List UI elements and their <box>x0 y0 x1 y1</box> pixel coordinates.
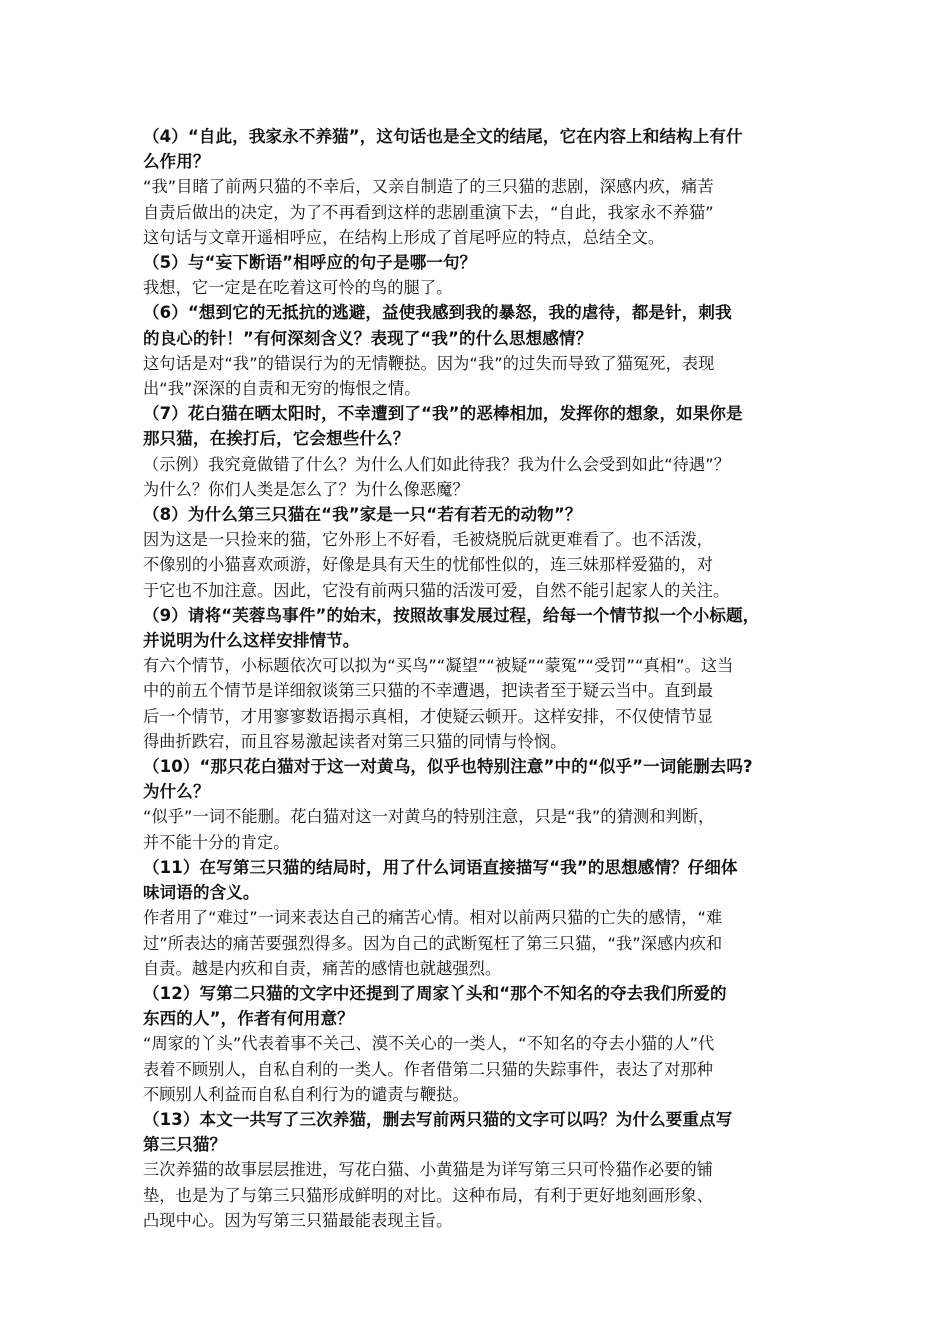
answer-line: （示例）我究竟做错了什么？为什么人们如此待我？我为什么会受到如此“待遇”？ <box>143 454 731 474</box>
qa-block <box>143 981 825 1107</box>
answer-text <box>143 905 825 981</box>
question-line: （8）为什么第三只猫在“我”家是一只“若有若无的动物”？ <box>143 505 582 525</box>
answer-line: 表着不顾别人，自私自利的一类人。作者借第二只猫的失踪事件，表达了对那种 <box>143 1059 714 1079</box>
answer-line: 因为这是一只捡来的猫，它外形上不好看，毛被烧脱后就更难看了。也不活泼， <box>143 530 714 550</box>
answer-text <box>143 1031 825 1107</box>
qa-block <box>143 603 825 754</box>
question-line: 的良心的针！”有何深刻含义？表现了“我”的什么思想感情？ <box>143 328 593 348</box>
answer-text <box>143 452 825 502</box>
answer-line: 于它也不加注意。因此，它没有前两只猫的活泼可爱，自然不能引起家人的关注。 <box>143 580 730 600</box>
answer-text <box>143 653 825 754</box>
question-line: （13）本文一共写了三次养猫，删去写前两只猫的文字可以吗？为什么要重点写 <box>143 1109 733 1129</box>
question-text <box>143 250 825 275</box>
answer-line: 这句话与文章开遥相呼应，在结构上形成了首尾呼应的特点，总结全文。 <box>143 227 665 247</box>
question-text <box>143 502 825 527</box>
qa-block <box>143 754 825 855</box>
question-text <box>143 603 825 653</box>
answer-line: 凸现中心。因为写第三只猫最能表现主旨。 <box>143 1210 453 1230</box>
answer-line: 作者用了“难过”一词来表达自己的痛苦心情。相对以前两只猫的亡失的感情，“难 <box>143 908 723 928</box>
qa-block <box>143 1107 825 1233</box>
answer-line: 得曲折跌宕，而且容易激起读者对第三只猫的同情与怜悯。 <box>143 731 567 751</box>
question-text <box>143 981 825 1031</box>
answer-line: 中的前五个情节是详细叙谈第三只猫的不幸遭遇，把读者至于疑云当中。直到最 <box>143 681 714 701</box>
answer-line: “似乎”一词不能删。花白猫对这一对黄乌的特别注意，只是“我”的猜测和判断， <box>143 807 715 827</box>
question-text <box>143 1107 825 1157</box>
answer-line: 有六个情节，小标题依次可以拟为“买鸟”“凝望”“被疑”“蒙冤”“受罚”“真相”。这当 <box>143 656 734 676</box>
question-line: 味词语的含义。 <box>143 883 260 903</box>
answer-text <box>143 174 825 250</box>
answer-line: 并不能十分的肯定。 <box>143 832 290 852</box>
answer-line: 不像别的小猫喜欢顽游，好像是具有天生的忧郁性似的，连三妹那样爱猫的，对 <box>143 555 714 575</box>
answer-line: 为什么？你们人类是怎么了？为什么像恶魔？ <box>143 479 469 499</box>
answer-line: 我想，它一定是在吃着这可怜的鸟的腿了。 <box>143 278 453 298</box>
question-line: 并说明为什么这样安排情节。 <box>143 631 360 651</box>
answer-line: “周家的丫头”代表着事不关己、漠不关心的一类人，“不知名的夺去小猫的人”代 <box>143 1034 715 1054</box>
question-text <box>143 300 825 350</box>
question-text <box>143 124 825 174</box>
answer-text <box>143 275 825 300</box>
question-line: （12）写第二只猫的文字中还提到了周家丫头和“那个不知名的夺去我们所爱的 <box>143 983 727 1003</box>
answer-line: 出“我”深深的自责和无穷的悔恨之情。 <box>143 379 421 399</box>
qa-block <box>143 855 825 981</box>
question-line: 东西的人”，作者有何用意？ <box>143 1009 354 1029</box>
qa-block <box>143 300 825 401</box>
answer-line: 垫，也是为了与第三只猫形成鲜明的对比。这种布局，有利于更好地刻画形象、 <box>143 1185 714 1205</box>
answer-line: 不顾别人利益而自私自利行为的谴责与鞭挞。 <box>143 1084 469 1104</box>
answer-line: 过”所表达的痛苦要强烈得多。因为自己的武断冤枉了第三只猫，“我”深感内疚和 <box>143 933 723 953</box>
question-line: （6）“想到它的无抵抗的逃避，益使我感到我的暴怒，我的虐待，都是针，刺我 <box>143 303 732 323</box>
question-line: 第三只猫？ <box>143 1135 227 1155</box>
answer-line: 自责。越是内疚和自责，痛苦的感情也就越强烈。 <box>143 958 502 978</box>
qa-block <box>143 401 825 502</box>
question-line: （4）“自此，我家永不养猫”，这句话也是全文的结尾，它在内容上和结构上有什 <box>143 127 743 146</box>
question-line: 那只猫，在挨打后，它会想些什么？ <box>143 429 410 449</box>
question-line: （7）花白猫在晒太阳时，不幸遭到了“我”的恶棒相加，发挥你的想象，如果你是 <box>143 404 743 424</box>
question-line: （11）在写第三只猫的结局时，用了什么词语直接描写“我”的思想感情？仔细体 <box>143 857 738 877</box>
qa-block <box>143 250 825 300</box>
question-text <box>143 855 825 905</box>
question-line: 么作用？ <box>143 152 210 172</box>
question-text <box>143 754 825 804</box>
answer-text <box>143 804 825 854</box>
answer-text <box>143 527 825 603</box>
question-line: （9）请将“芙蓉鸟事件”的始末，按照故事发展过程，给每一个情节拟一个小标题， <box>143 605 760 625</box>
question-line: （5）与“妄下断语”相呼应的句子是哪一句？ <box>143 253 477 273</box>
answer-line: 后一个情节，才用寥寥数语揭示真相，才使疑云顿开。这样安排，不仅使情节显 <box>143 706 714 726</box>
answer-text <box>143 1157 825 1233</box>
qa-block <box>143 124 825 250</box>
answer-text <box>143 351 825 401</box>
question-line: （10）“那只花白猫对于这一对黄乌，似乎也特别注意”中的“似乎”一词能删去吗? <box>143 757 753 777</box>
answer-line: 这句话是对“我”的错误行为的无情鞭挞。因为“我”的过失而导致了猫冤死，表现 <box>143 353 715 373</box>
qa-block <box>143 502 825 603</box>
question-line: 为什么？ <box>143 782 210 802</box>
answer-line: “我”目睹了前两只猫的不幸后，又亲自制造了的三只猫的悲剧，深感内疚，痛苦 <box>143 177 714 197</box>
question-text <box>143 401 825 451</box>
document-content <box>143 124 825 1233</box>
answer-line: 自责后做出的决定，为了不再看到这样的悲剧重演下去，“自此，我家永不养猫” <box>143 202 714 222</box>
answer-line: 三次养猫的故事层层推进，写花白猫、小黄猫是为详写第三只可怜猫作必要的铺 <box>143 1160 714 1180</box>
